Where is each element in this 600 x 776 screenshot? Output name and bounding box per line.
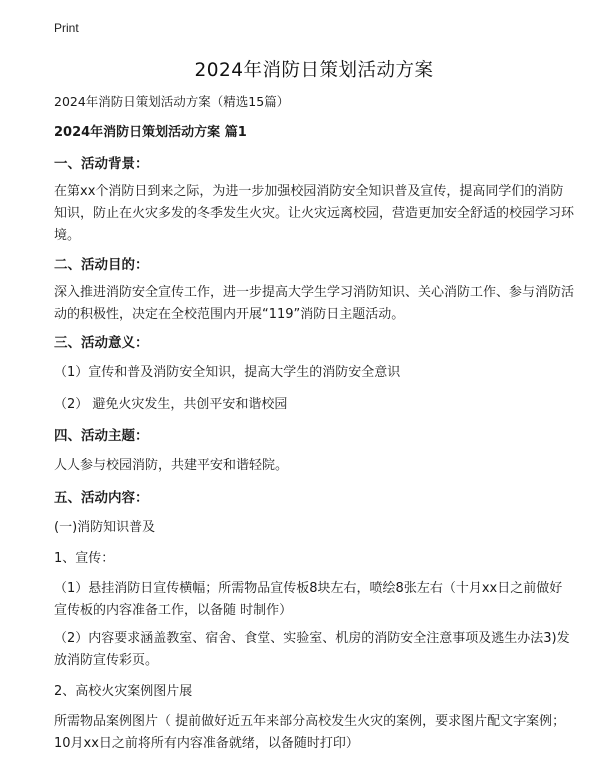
section-5-sub-1-item-1-p1: （1）悬挂消防日宣传横幅；所需物品宣传板8块左右，喷绘8张左右（十月xx日之前做好宣传板的内容准备工作，以备随 时制作） <box>54 581 563 618</box>
section-3-item-2: （2） 避免火灾发生，共创平安和谐校园 <box>54 397 288 412</box>
piece-heading: 2024年消防日策划活动方案 篇1 <box>54 125 247 140</box>
section-3-item-1: （1）宣传和普及消防安全知识，提高大学生的消防安全意识 <box>54 365 401 380</box>
section-4-text: 人人参与校园消防，共建平安和谐轻院。 <box>54 458 289 473</box>
section-1-text: 在第xx个消防日到来之际，为进一步加强校园消防安全知识普及宣传，提高同学们的消防知识，防止在火灾多发的冬季发生火灾。让火灾远离校园，营造更加安全舒适的校园学习环境。 <box>54 184 575 243</box>
section-5-heading: 五、活动内容： <box>54 490 149 506</box>
section-2-text: 深入推进消防安全宣传工作，进一步提高大学生学习消防知识、关心消防工作、参与消防活动的积极性，决定在全校范围内开展“119”消防日主题活动。 <box>54 285 575 322</box>
document-title: 2024年消防日策划活动方案 <box>194 60 434 81</box>
section-1-heading: 一、活动背景： <box>54 156 149 172</box>
section-4-heading: 四、活动主题： <box>54 428 149 444</box>
section-5-sub-1-item-1: 1、宣传： <box>54 551 115 566</box>
section-3-heading: 三、活动意义： <box>54 335 149 351</box>
document-subtitle: 2024年消防日策划活动方案（精选15篇） <box>54 94 290 109</box>
section-5-sub-1: (一)消防知识普及 <box>54 520 156 535</box>
print-link[interactable]: Print <box>54 21 79 35</box>
section-5-sub-1-item-2: 2、高校火灾案例图片展 <box>54 684 193 699</box>
section-5-sub-1-item-1-p2: （2）内容要求涵盖教室、宿舍、食堂、实验室、机房的消防安全注意事项及逃生办法3)发放消防宣传彩页。 <box>54 631 570 668</box>
section-2-heading: 二、活动目的： <box>54 257 149 273</box>
section-5-sub-1-item-2-p1: 所需物品案例图片（ 提前做好近五年来部分高校发生火灾的案例，要求图片配文字案例；10月xx日之前将所有内容准备就绪，以备随时打印） <box>54 714 566 751</box>
